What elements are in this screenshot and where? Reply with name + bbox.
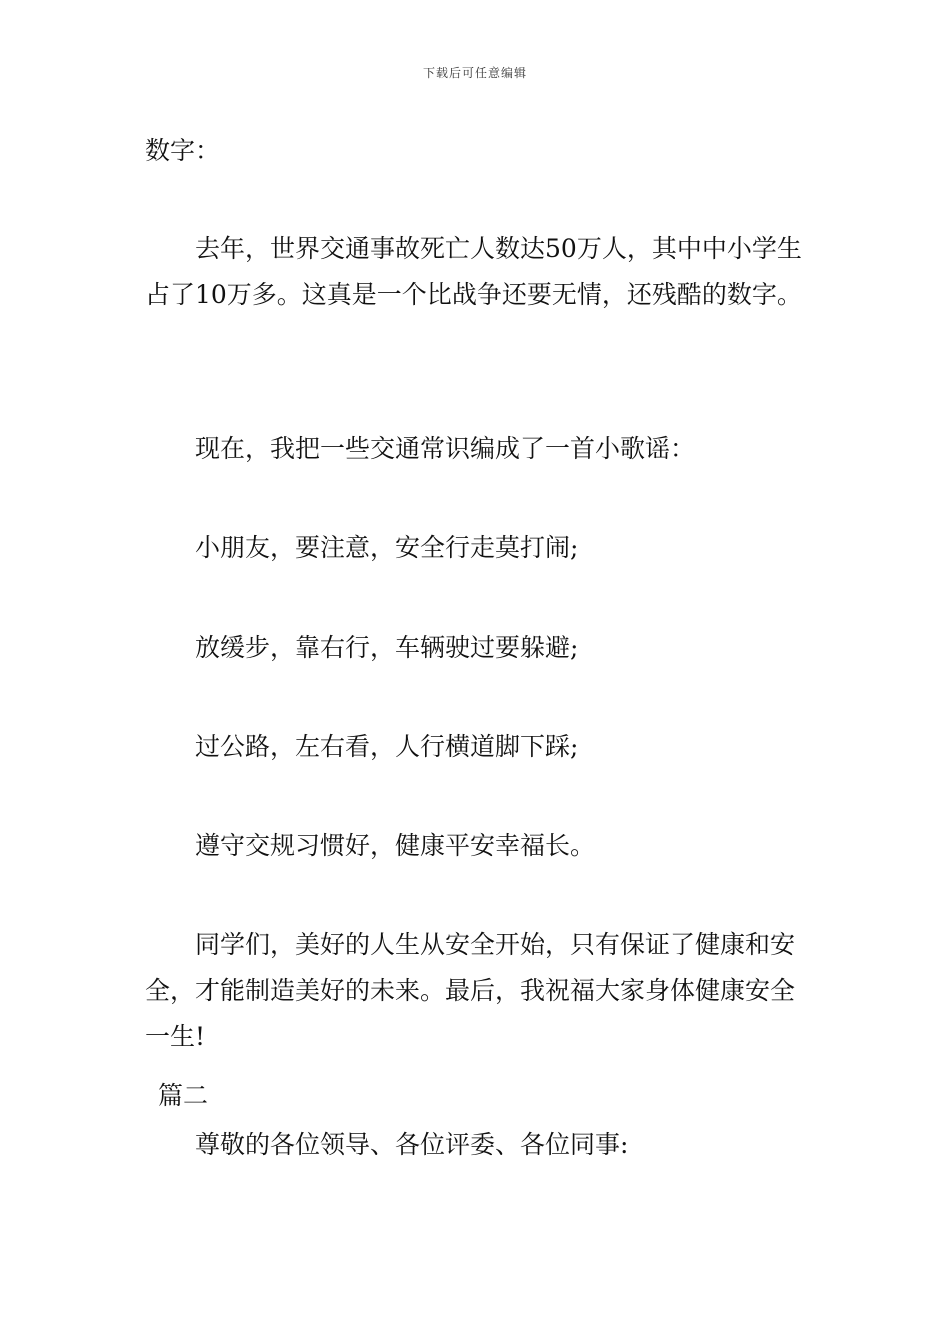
paragraph-9: 尊敬的各位领导、各位评委、各位同事:	[195, 1130, 629, 1159]
paragraph-4: 小朋友，要注意，安全行走莫打闹;	[195, 533, 579, 562]
paragraph-6: 过公路，左右看，人行横道脚下踩;	[195, 732, 579, 761]
page-header-note: 下载后可任意编辑	[422, 66, 527, 80]
section-title: 篇二	[158, 1081, 209, 1110]
paragraph-2: 去年，世界交通事故死亡人数达50万人，其中中小学生占了10万多。这真是一个比战争还要无情，还残酷的数字。	[145, 234, 802, 309]
paragraph-3: 现在，我把一些交通常识编成了一首小歌谣：	[195, 434, 696, 463]
paragraph-7: 遵守交规习惯好，健康平安幸福长。	[195, 831, 596, 860]
paragraph-1: 数字：	[145, 136, 221, 165]
paragraph-5: 放缓步，靠右行，车辆驶过要躲避;	[195, 633, 579, 662]
paragraph-8: 同学们，美好的人生从安全开始，只有保证了健康和安全，才能制造美好的未来。最后，我祝福大家身体健康安全一生!	[145, 930, 796, 1051]
